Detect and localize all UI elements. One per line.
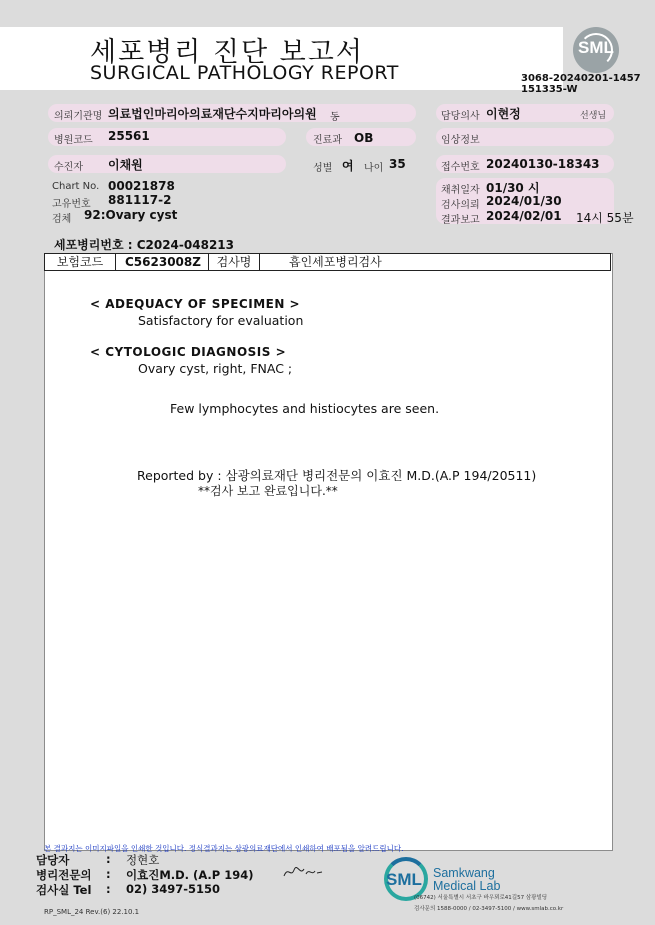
test-name-label: 검사명: [209, 254, 260, 270]
doctor-value: 이현정: [486, 107, 521, 121]
ward-label: 동: [330, 112, 340, 123]
staff-value: 정현호: [126, 853, 160, 867]
institution-label: 의뢰기관명: [54, 111, 103, 122]
patient-value: 이채원: [108, 158, 143, 172]
signature-icon: [282, 864, 324, 880]
test-name-value: 흡인세포병리검사: [289, 255, 382, 269]
reported-by: Reported by : 삼광의료재단 병리전문의 이효진 M.D.(A.P 194/20511): [137, 468, 537, 483]
adequacy-text: Satisfactory for evaluation: [138, 313, 304, 328]
samkwang-logo-text: SML: [386, 870, 422, 889]
result-time-value: 14시 55분: [576, 211, 634, 225]
report-title-english: SURGICAL PATHOLOGY REPORT: [90, 62, 399, 84]
company-name: [433, 867, 500, 893]
insurance-code-value: C5623008Z: [115, 254, 209, 270]
hospital-code-value: 25561: [108, 129, 150, 143]
footer-note: 본 결과지는 이미지파일을 인쇄한 것입니다. 정식결과지는 삼광의료재단에서 인쇄하여 배포됨을 알려드립니다.: [44, 844, 404, 853]
request-id: [521, 73, 641, 95]
sex-label: 성별: [313, 163, 333, 174]
result-date-label: 결과보고: [441, 215, 480, 226]
address-line1: (06742) 서울특별시 서초구 바우뫼로41길57 삼광빌딩: [414, 895, 548, 901]
diagnosis-text: Ovary cyst, right, FNAC ;: [138, 361, 293, 376]
unique-no-label: 고유번호: [52, 199, 91, 210]
specimen-label: 검체: [52, 214, 72, 225]
specimen-value: 92:Ovary cyst: [84, 208, 178, 222]
company-name-line2: Medical Lab: [433, 879, 501, 893]
adequacy-heading: < ADEQUACY OF SPECIMEN >: [90, 297, 301, 311]
staff-colon: :: [106, 852, 111, 866]
report-complete: **검사 보고 완료입니다.**: [198, 484, 338, 498]
insurance-code-label: 보험코드: [45, 254, 116, 270]
hospital-code-label: 병원코드: [54, 135, 93, 146]
company-address: [414, 893, 563, 915]
report-body: [44, 253, 613, 851]
tel-label: 검사실 Tel: [36, 883, 92, 897]
tel-value: 02) 3497-5150: [126, 882, 221, 896]
patient-field: [48, 155, 286, 173]
request-date-value: 2024/01/30: [486, 194, 562, 208]
pathologist-value: 이효진M.D. (A.P 194): [126, 868, 254, 882]
result-date-value: 2024/02/01: [486, 209, 562, 223]
unique-no-value: 881117-2: [108, 193, 172, 207]
chart-no-label: Chart No.: [52, 181, 100, 192]
department-value: OB: [354, 131, 374, 145]
cytology-number: 세포병리번호 : C2024-048213: [54, 238, 234, 252]
age-label: 나이: [364, 163, 384, 174]
age-value: 35: [389, 157, 406, 171]
receipt-label: 접수번호: [441, 162, 480, 173]
institution-value: 의료법인마리아의료재단수지마리아의원: [108, 107, 317, 121]
pathologist-label: 병리전문의: [36, 868, 92, 882]
department-label: 진료과: [313, 135, 342, 146]
address-line2: 검사문의 1588-0000 / 02-3497-5100 / www.smlab.co.kr: [414, 906, 564, 912]
tel-colon: :: [106, 882, 111, 896]
company-name-line1: Samkwang: [433, 866, 495, 880]
collect-date-value: 01/30 시: [486, 181, 540, 195]
insurance-code-row: [44, 253, 611, 271]
diagnosis-heading: < CYTOLOGIC DIAGNOSIS >: [90, 345, 287, 359]
sex-value: 여: [342, 159, 354, 173]
chart-no-value: 00021878: [108, 179, 175, 193]
collect-date-label: 채취일자: [441, 185, 480, 196]
pathologist-colon: :: [106, 867, 111, 881]
sml-logo-icon: [573, 27, 619, 73]
logo-text: SML: [578, 38, 614, 57]
request-date-label: 검사의뢰: [441, 200, 480, 211]
request-id-line1: 3068-20240201-1457: [521, 73, 641, 84]
receipt-value: 20240130-18343: [486, 157, 600, 171]
report-title-korean: 세포병리 진단 보고서: [90, 37, 364, 68]
doctor-label: 담당의사: [441, 111, 480, 122]
request-id-line2: 151335-W: [521, 84, 578, 95]
clinical-info-label: 임상정보: [441, 135, 480, 146]
staff-label: 담당자: [36, 853, 70, 867]
patient-label: 수진자: [54, 162, 83, 173]
revision-code: RP_SML_24 Rev.(6) 22.10.1: [44, 908, 140, 916]
finding-text: Few lymphocytes and histiocytes are seen.: [170, 401, 440, 416]
doctor-suffix: 선생님: [580, 111, 607, 121]
